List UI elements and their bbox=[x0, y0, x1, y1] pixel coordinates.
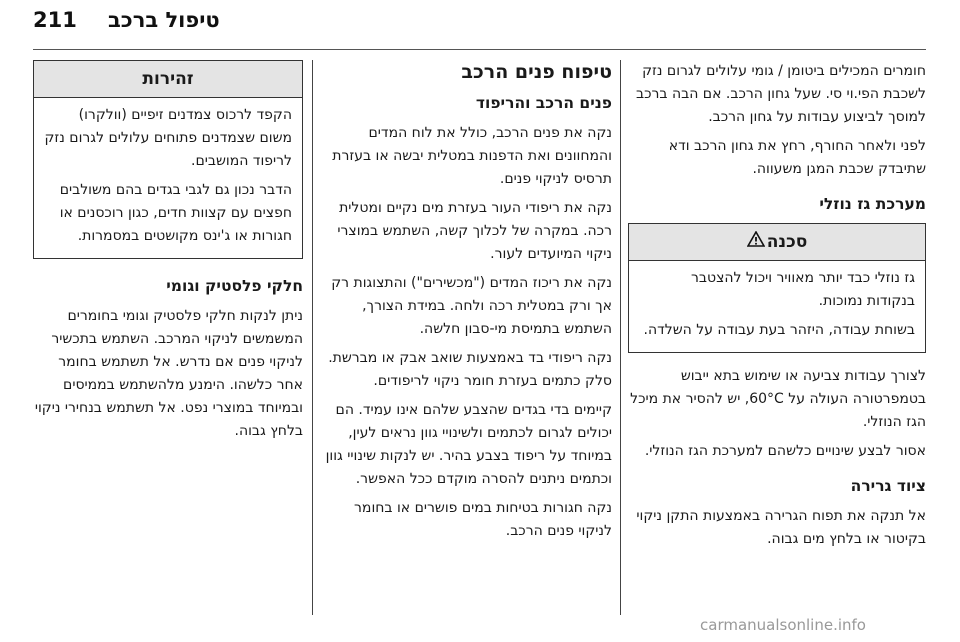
page-title: טיפול ברכב bbox=[108, 8, 220, 32]
danger-box-header bbox=[629, 224, 925, 261]
paragraph: ניתן לנקות חלקי פלסטיק וגומי בחומרים המשמשים לניקוי המרכב. השתמש בתכשיר לניקוי פנים אם נדרש. אל תשתמש בחומר אחר כלשהו. הימנע מלהשתמש בממיסים ובמיוחד במוצרי נפט. אל תשתמש בנחירי ניקוי בלחץ גבוה. bbox=[34, 308, 303, 439]
caution-box-header bbox=[34, 61, 302, 98]
paragraph: נקה את ריפודי העור בעזרת מים נקיים ומטלית רכה. במקרה של לכלוך קשה, השתמש במוצרי ניקוי המיועדים לעור. bbox=[337, 200, 612, 262]
column-divider-left bbox=[312, 60, 313, 615]
paragraph: גז נוזלי כבד יותר מאוויר ויכול להצטבר בנקודות נמוכות. bbox=[691, 270, 915, 309]
section-heading-lpg: מערכת גז נוזלי bbox=[819, 195, 926, 213]
paragraph: נקה את פנים הרכב, כולל את לוח המדים והמחוונים ואת הדפנות במטלית יבשה או בעזרת תרסיס לניקוי פנים. bbox=[332, 125, 612, 187]
caution-box-body bbox=[34, 98, 302, 258]
column-middle bbox=[320, 60, 612, 549]
watermark-footer: carmanualsonline.info bbox=[700, 616, 866, 634]
section-heading-interior-care: טיפוח פנים הרכב bbox=[461, 61, 612, 83]
paragraph: אסור לבצע שינויים כלשהם למערכת הגז הנוזלי. bbox=[644, 443, 926, 459]
section-heading-towing: ציוד גרירה bbox=[850, 477, 926, 495]
warning-triangle-icon bbox=[747, 224, 765, 260]
section-heading-plastic-rubber: חלקי פלסטיק וגומי bbox=[166, 277, 303, 295]
section-subheading-interior: פנים הרכב והריפוד bbox=[475, 94, 612, 112]
paragraph: נקה ריפודי בד באמצעות שואב אבק או מברשת. סלק כתמים בעזרת חומר ניקוי לריפודים. bbox=[328, 350, 612, 389]
paragraph: אל תנקה את תפוח הגרירה באמצעות התקן ניקוי בקיטור או בלחץ מים גבוה. bbox=[636, 508, 926, 547]
paragraph: חומרים המכילים ביטומן / גומי עלולים לגרום נזק לשכבת הפי.וי סי. שעל גחון הרכב. אם הבה ברכב למוסך לביצוע עבודות על גחון הרכב. bbox=[636, 63, 926, 125]
paragraph: בשוחת עבודה, היזהר בעת עבודה על השלדה. bbox=[643, 322, 915, 338]
column-left bbox=[33, 60, 303, 449]
paragraph: נקה חגורות בטיחות במים פושרים או בחומר לניקוי פנים הרכב. bbox=[354, 500, 612, 539]
caution-box bbox=[33, 60, 303, 259]
paragraph: קיימים בדי בגדים שהצבע שלהם אינו עמיד. הם יכולים לגרום לכתמים ולשינויי גוון נראים לעין, במיוחד על ריפוד בצבע בהיר. יש לנקות שינויי גוון וכתמים ניתנים להסרה מוקדם ככל האפשר. bbox=[325, 402, 612, 487]
page-number: 211 bbox=[33, 8, 77, 32]
danger-box-title: סכנה bbox=[766, 232, 808, 252]
column-divider-right bbox=[620, 60, 621, 615]
caution-box-title: זהירות bbox=[142, 69, 194, 89]
paragraph: נקה את ריכוז המדים ("מכשירים") והתצוגות רק אך ורק במטלית רכה ולחה. במידת הצורך, השתמש בתמיסת מי-סבון חלשה. bbox=[331, 275, 612, 337]
danger-box-body bbox=[629, 261, 925, 352]
paragraph: הקפד לרכוס צמדנים זיפיים (וולקרו) משום שצמדנים פתוחים עלולים לגרום נזק לריפוד המושבים. bbox=[44, 107, 292, 169]
paragraph: לצורך עבודות צביעה או שימוש בתא ייבוש בטמפרטורה העולה על 60°C, יש להסיר את מיכל הגז הנוזלי. bbox=[630, 368, 926, 430]
paragraph: הדבר נכון גם לגבי בגדים בהם משולבים חפצים עם קצוות חדים, כגון רוכסנים או חגורות או ג'ינס מקושטים במסמרות. bbox=[59, 182, 292, 244]
column-right bbox=[628, 60, 926, 557]
danger-box bbox=[628, 223, 926, 353]
paragraph: לפני ולאחר החורף, רחץ את גחון הרכב ודא שתיבדק שכבת המגן משעווה. bbox=[668, 138, 926, 177]
header-rule bbox=[33, 49, 926, 50]
